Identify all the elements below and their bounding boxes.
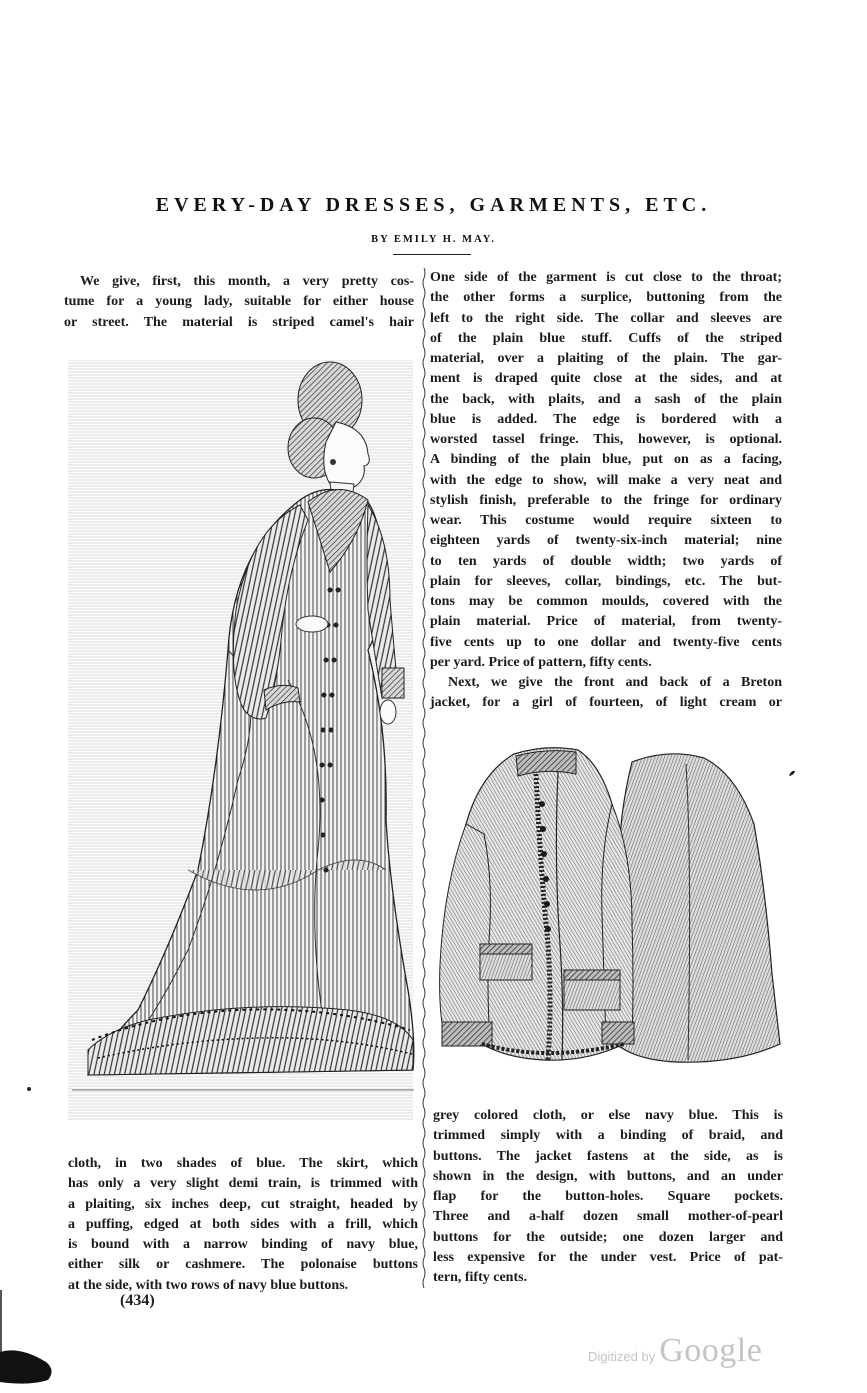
text-line: One side of the garment is cut close to the throat; [430, 270, 782, 285]
article-title: EVERY-DAY DRESSES, GARMENTS, ETC. [155, 194, 712, 216]
page-number: (434) [120, 1292, 155, 1309]
text-line: trimmed simply with a binding of braid, and [433, 1128, 783, 1144]
byline-rule [393, 254, 471, 255]
text-line: cloth, in two shades of blue. The skirt, which [68, 1156, 418, 1171]
text-line: flap for the button-holes. Square pockets. [433, 1189, 783, 1204]
text-line: either silk or cashmere. The polonaise buttons [68, 1257, 418, 1273]
text-line: jacket, for a girl of fourteen, of light cream or [430, 695, 782, 711]
text-line: buttons. The jacket fastens at the side, as is [433, 1148, 783, 1164]
scan-margin-marks [0, 1290, 70, 1393]
right-main-paragraph [430, 268, 782, 714]
article-byline: BY EMILY H. MAY. [371, 234, 496, 245]
text-line: a plaiting, six inches deep, cut straight, headed by [68, 1196, 418, 1212]
costume-illustration [68, 350, 418, 1120]
text-line: stylish finish, preferable to the fringe for ordinary [430, 492, 782, 508]
left-intro-paragraph [64, 272, 414, 333]
text-line: to ten yards of double width; two yards of [430, 553, 782, 569]
text-line: of the plain blue stuff. Cuffs of the striped [430, 330, 782, 346]
text-line: less expensive for the under vest. Price of pat- [433, 1249, 783, 1265]
text-line: grey colored cloth, or else navy blue. This is [433, 1108, 783, 1123]
text-line: plain material. Price of material, from twenty- [430, 614, 782, 630]
digitized-watermark [588, 1332, 762, 1370]
text-line: blue is added. The edge is bordered with a [430, 411, 782, 427]
google-logo: Google [659, 1332, 763, 1369]
digitized-prefix: Digitized by [588, 1349, 656, 1364]
column-divider [422, 268, 426, 1288]
text-line: tons may be common moulds, covered with the [430, 594, 782, 609]
text-line: tume for a young lady, suitable for either house [64, 294, 414, 310]
text-line: material, over a plaiting of the plain. The gar- [430, 351, 782, 366]
text-line: at the side, with two rows of navy blue buttons. [68, 1277, 349, 1293]
text-line: has only a very slight demi train, is trimmed with [68, 1176, 418, 1192]
text-line: buttons for the outside; one dozen larger and [433, 1229, 783, 1245]
text-line: worsted tassel fringe. This, however, is optional. [430, 432, 782, 447]
text-line: or street. The material is striped camel's hair [64, 314, 414, 330]
text-line: five cents up to one dollar and twenty-five cents [430, 634, 782, 650]
text-line: A binding of the plain blue, put on as a facing, [430, 452, 782, 468]
text-line: eighteen yards of twenty-six-inch material; nine [430, 533, 782, 549]
text-line: wear. This costume would require sixteen to [430, 513, 782, 528]
text-line: shown in the design, with buttons, and an under [433, 1168, 783, 1184]
text-line: We give, first, this month, a very pretty cos- [80, 274, 414, 289]
text-line: Next, we give the front and back of a Breton [448, 675, 782, 690]
text-line: tern, fifty cents. [433, 1270, 528, 1285]
text-line: left to the right side. The collar and sleeves are [430, 310, 782, 326]
text-line: Three and a-half dozen small mother-of-pearl [433, 1209, 783, 1225]
text-line: a puffing, edged at both sides with a frill, which [68, 1216, 418, 1232]
text-line: is bound with a narrow binding of navy blue, [68, 1237, 418, 1252]
ink-speck [787, 768, 797, 778]
text-line: the other forms a surplice, buttoning from the [430, 290, 782, 306]
text-line: plain for sleeves, collar, bindings, etc. The but- [430, 573, 782, 589]
breton-jacket-illustration [436, 744, 786, 1074]
text-line: per yard. Price of pattern, fifty cents. [430, 654, 652, 670]
right-continuation-paragraph [433, 1106, 783, 1288]
text-line: ment is draped quite close at the sides, and at [430, 371, 782, 387]
text-line: the back, with plaits, and a sash of the plain [430, 391, 782, 407]
ink-speck [26, 1086, 32, 1092]
text-line: with the edge to show, will make a very neat and [430, 472, 782, 488]
left-continuation-paragraph [68, 1154, 418, 1296]
